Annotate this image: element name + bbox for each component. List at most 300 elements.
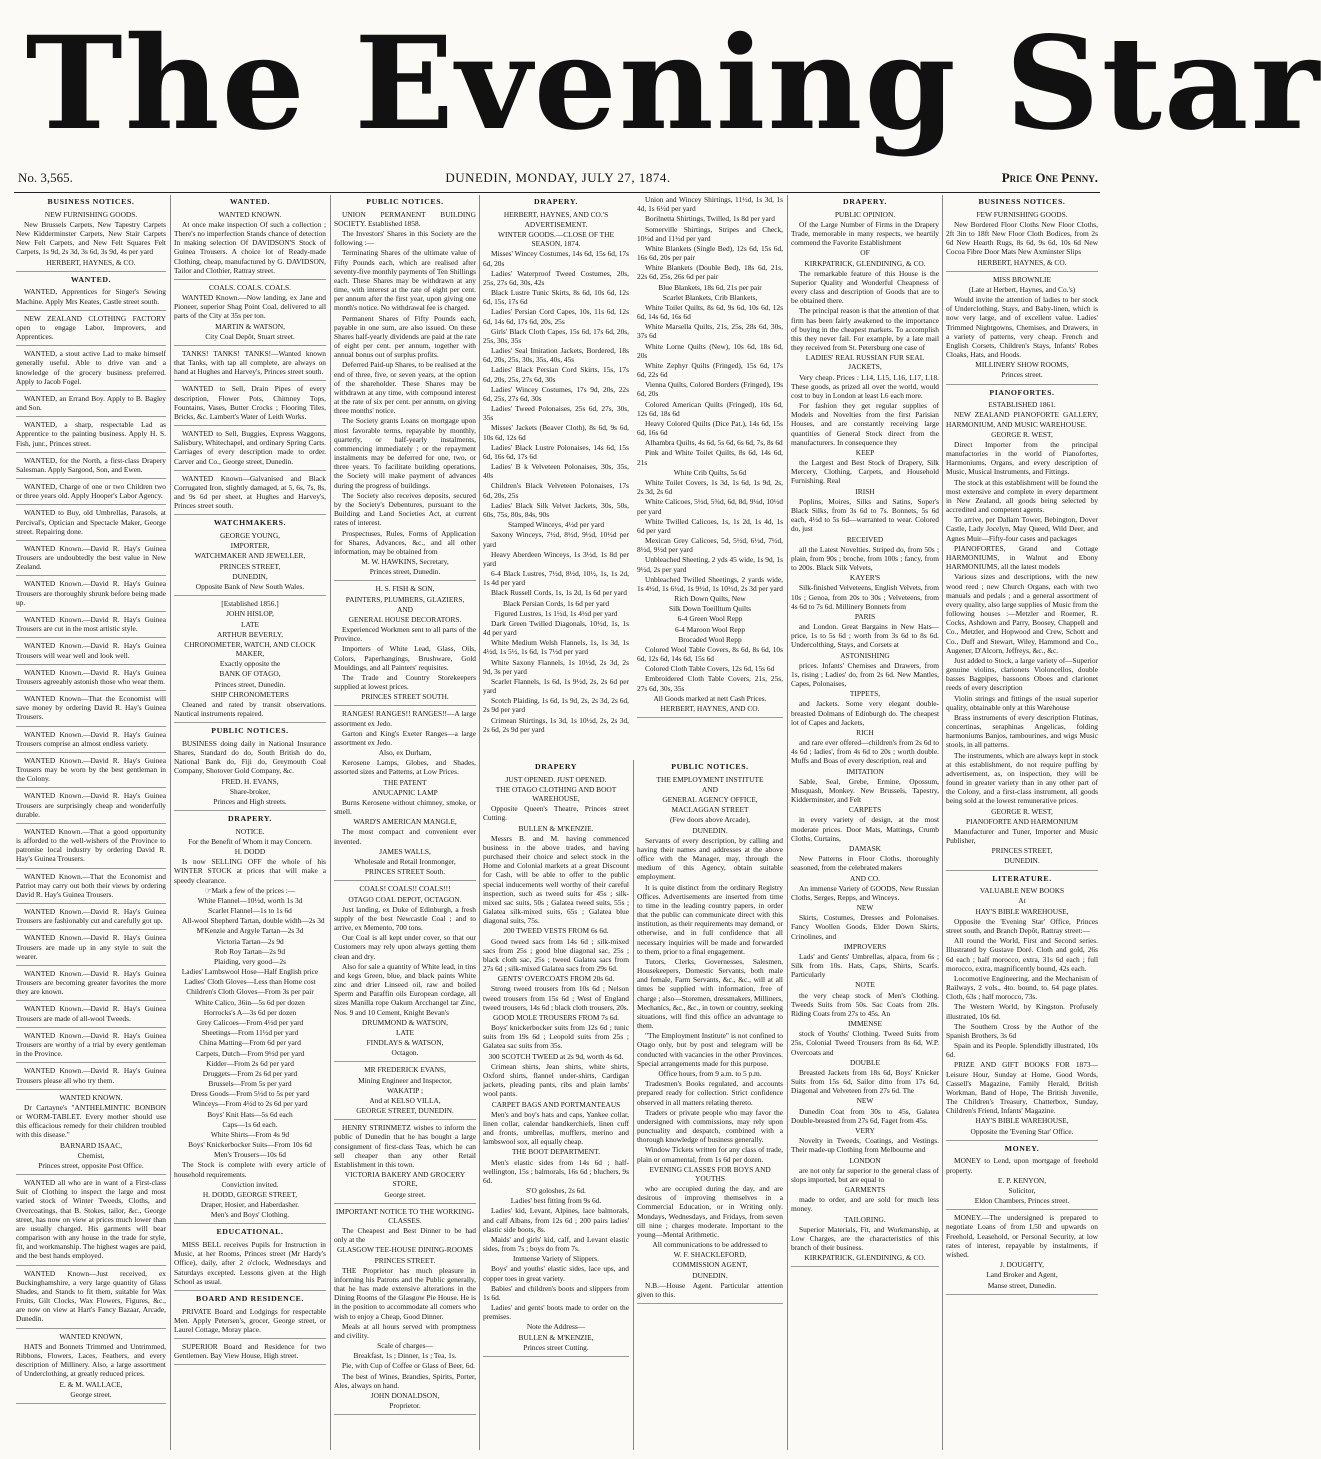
ad-text: Babies' and children's boots and slippers from 1s 6d. xyxy=(483,1283,629,1302)
ad-text: WANTED, a sharp, respectable Lad as Apprentice to the painting business. Apply H. S. Fish, junr., Princes street. xyxy=(16,420,166,448)
advertisement xyxy=(174,283,326,346)
ad-text: RANGES! RANGES!! RANGES!!—A large assortment ex Jedo. xyxy=(334,709,476,728)
ad-text: Pink and White Toilet Quilts, 8s 6d, 14s 6d, 21s xyxy=(637,448,783,467)
ad-title-line: Note the Address— xyxy=(526,1322,586,1332)
ad-text: made to order, and are sold for much less money. xyxy=(791,1195,939,1214)
advertisement xyxy=(174,726,326,811)
ad-title-line: H. S. FISH & SON, xyxy=(375,584,435,594)
ad-text: Ladies' and gents' boots made to order on the premises. xyxy=(483,1303,629,1322)
ad-text: Violin strings and fittings of the usual superior quality, obtainable only at this Warehouse xyxy=(946,693,1098,712)
ad-title-line: Ladies' Cloth Gloves—Less than Home cost xyxy=(184,977,316,987)
advertisement xyxy=(946,1144,1098,1211)
ad-title-line: THE BOOT DEPARTMENT. xyxy=(512,1147,600,1157)
advertisement xyxy=(16,1269,166,1329)
ad-text: Girls' Black Cloth Capes, 15s 6d, 17s 6d, 20s, 25s, 30s, 35s xyxy=(483,326,629,345)
ad-text: Scarlet Flannels, 1s 6d, 1s 9½d, 2s, 2s 6d per yard xyxy=(483,676,629,696)
ad-title-line: Princes street, opposite Post Office. xyxy=(38,1160,144,1170)
ad-title-line: OTAGO COAL DEPOT, OCTAGON. xyxy=(348,894,462,904)
ad-title-line: China Matting—From 6d per yard xyxy=(199,1038,301,1048)
ad-title-line: RECEIVED xyxy=(846,534,884,544)
advertisement xyxy=(16,694,166,727)
ad-title-line: VERY xyxy=(855,1125,875,1135)
ad-title-line: Scarlet Flannel—1s to 1s 6d xyxy=(208,906,292,916)
ad-text: PIANOFORTES, Grand and Cottage HARMONIUMS, in Walnut and Ebony HARMONIUMS, all the latest models xyxy=(946,543,1098,572)
ad-title-line: WANTED KNOWN. xyxy=(218,209,282,219)
column-2 xyxy=(174,195,326,1450)
ad-title-line: WATCHMAKER AND JEWELLER, xyxy=(194,551,306,561)
ad-title-line: PRINCES STREET SOUTH. xyxy=(361,692,449,702)
ad-title-line: Conviction invited. xyxy=(221,1179,279,1189)
ad-text: White Medium Welsh Flannels, 1s, 1s 3d, 1s 4½d, 1s 5½, 1s 6d, 1s 7½d per yard xyxy=(483,638,629,657)
ad-title-line: Boys' Knickerbocker Suits—From 10s 6d xyxy=(188,1140,312,1150)
ad-title-line: George street. xyxy=(384,1189,426,1199)
section-heading: MONEY. xyxy=(1004,1143,1040,1153)
ad-title-line: RICH xyxy=(856,727,874,737)
ad-title-line: 300 SCOTCH TWEED at 2s 9d, worth 4s 6d. xyxy=(488,1051,624,1061)
ad-title-line: Princes street, Dunedin. xyxy=(369,567,441,577)
ad-title-line: COALS! COALS!! COALS!!! xyxy=(359,884,451,894)
ad-title-line: HAY'S BIBLE WAREHOUSE, xyxy=(975,906,1069,916)
ad-text: Silk-finished Velveteens, English Velvets, from 10s ; Genoa, from 20s to 30s ; Velveteens, from 4s 6d to 7s 6d. Millinery Bonnets from xyxy=(791,583,939,611)
ad-text: Men's and boy's hats and caps, Yankee collar, linen collar, calendar handkerchiefs, linen cuff and fronts, umbrellas, mufflers, merino and lambswool sox, all equally cheap. xyxy=(483,1109,629,1147)
advertisement xyxy=(334,709,476,881)
ad-title-line: JAMES WALLS, xyxy=(379,846,431,856)
ad-text: Heavy Colored Quilts (Dice Pat.), 14s 6d, 15s 6d, 16s 6d xyxy=(637,418,783,438)
ad-title-line: GENERAL HOUSE DECORATORS. xyxy=(348,614,462,624)
ad-text: Messrs B. and M. having commenced business in the above trades, and having purchased their choice and select stock in the Home and Colonial markets at a great Discount for Cash, will be able to offer to the public special inducements well worthy of their careful inspection, such as tweed suits for 45s ; silk-mixed sac suits, 50s ; Galatea tweed suits, 55s ; Galatea silk-mixed suits, 65s ; Galatea blue diagonal suits, 75s. xyxy=(483,833,629,926)
ad-title-line: DUNEDIN. xyxy=(1004,856,1040,866)
ad-text: Just added to Stock, a large variety of—Superior genuine violins, clarionets Violoncellos, double basses Bagpipes, bassoons Oboes and clarionet reeds of every description xyxy=(946,655,1098,693)
section-heading: WATCHMAKERS. xyxy=(213,518,287,528)
ad-title-line: Kidder—From 2s 6d per yard xyxy=(206,1058,294,1068)
ad-text: Saxony Winceys, 7½d, 8½d, 9½d, 10½d per yard xyxy=(483,530,629,549)
ad-title-line: ☞Mark a few of the prices :— xyxy=(204,885,296,895)
ad-text: Opposite the 'Evening Star' Office, Princes street south, and Branch Depôt, Rattray street:— xyxy=(946,916,1098,935)
ad-title-line: THE OTAGO CLOTHING AND BOOT WAREHOUSE, xyxy=(495,784,617,803)
ad-title-line: BULLEN & M'KENZIE, xyxy=(518,1332,594,1342)
ad-title-line: PIANOFORTE AND HARMONIUM xyxy=(965,816,1079,826)
advertisement xyxy=(174,599,326,723)
ad-title-line: CARPETS xyxy=(848,805,882,815)
ad-text: Superior Materials, Fit, and Workmanship, at Low Charges, are the characteristics of this branch of their business. xyxy=(791,1224,939,1253)
ad-title-line: E. & M. WALLACE, xyxy=(59,1379,123,1389)
advertisement xyxy=(791,197,939,1267)
ad-title-line: Land Broker and Agent, xyxy=(986,1270,1058,1280)
ad-text: and Jackets. Some very elegant double-breasted Dolmans of Edinburgh do. The cheapest lot of Capes and Jackets, xyxy=(791,699,939,727)
ad-title-line: IMITATION xyxy=(846,766,884,776)
ad-title-line: KEEP xyxy=(855,447,875,457)
advertisement xyxy=(16,1332,166,1404)
ad-text: Ladies' Seal Imitation Jackets, Bordered, 18s 6d, 20s, 25s, 30s, 35s, 40s, 45s xyxy=(483,346,629,365)
advertisement xyxy=(16,420,166,453)
ad-title-line: Figured Lustres, 1s 1½d, 1s 4½d per yard xyxy=(494,608,618,618)
ad-text: THE Proprietor has much pleasure in informing his Patrons and the Public generally, that he has made extensive alterations in the Dining Rooms of the Glasgow Pie House. He is in the position to accommodate all comers who wish to enjoy a Cheap, Good Dinner. xyxy=(334,1265,476,1321)
ad-title-line: Eldon Chambers, Princes street. xyxy=(974,1196,1070,1206)
advertisement xyxy=(946,874,1098,1141)
column-divider xyxy=(633,760,634,1450)
ad-title-line: GEORGE R. WEST, xyxy=(991,806,1053,816)
ad-text: who are occupied during the day, and are desirous of improving themselves in a Commercial Education, or in Writing only. Mondays, Wednesdays, and Fridays, from seven till nine ; charges moderate. Important to the young—Mental Arithmetic. xyxy=(637,1184,783,1239)
advertisement xyxy=(16,197,166,272)
ad-text: White Blankets (Single Bed), 12s 6d, 15s 6d, 16s 6d, 20s per pair xyxy=(637,243,783,263)
ad-text: Unbleached Sheeting, 2 yds 45 wide, 1s 9d, 1s 9½d, 2s per yard xyxy=(637,555,783,574)
ad-text: WANTED, Charge of one or two Children two or three years old. Apply Hooper's Labor Agency. xyxy=(16,482,166,501)
advertisement xyxy=(16,933,166,966)
ad-title-line: Breakfast, 1s ; Dinner, 1s ; Tea, 1s. xyxy=(353,1351,457,1361)
advertisement xyxy=(637,762,783,1304)
ad-title-line: Rob Roy Tartan—2s 9d xyxy=(214,946,286,956)
column-divider xyxy=(170,195,171,1450)
ad-text: An immense Variety of GOODS, New Russian Cloths, Serges, Repps, and Winceys. xyxy=(791,883,939,902)
ad-text: Locomotive Engineering, and the Mechanism of Railways, 2 vols., 4to. bound, to. 64 page plates. Cloth, 63s ; half morocco, 73s. xyxy=(946,973,1098,1002)
ad-text: The Society grants Loans on mortgage upon most favorable terms, repayable by monthly, quarterly, or half-yearly instalments, commencing immediately ; or the repayment instalments may be deferred for one, two, or three years. To facilitate building operations, the Society will make payment of advances during the progress of buildings. xyxy=(334,416,476,490)
ad-title-line: COALS. COALS. COALS. xyxy=(209,282,291,292)
ad-title-line: THE PATENT xyxy=(383,777,427,787)
advertisement xyxy=(334,1123,476,1203)
ad-title-line: [Established 1856.] xyxy=(221,599,279,609)
ad-title-line: ANUCAPNIC LAMP xyxy=(372,787,438,797)
ad-text: Heavy Aberdeen Winceys, 1s 3½d, 1s 8d per yard xyxy=(483,549,629,568)
ad-text: TANKS! TANKS! TANKS!—Wanted known that Tanks, with tap all complete, are always on hand at Hughes and Harvey's, Princes street south. xyxy=(174,348,326,377)
ad-text: BUSINESS doing daily in National Insurance Shares, Standard do do, South British do do, National Bank do, Fiji do, Greymouth Coal Company, Shotover Gold Company, &c. xyxy=(174,738,326,776)
ad-title-line: WINTER GOODS.—CLOSE OF THE SEASON, 1874. xyxy=(497,230,615,249)
ad-text: WANTED Known.—David R. Hay's Guinea Trousers are surprisingly cheap and wonderfully durable. xyxy=(16,791,166,819)
ad-text: Spain and its People. Splendidly illustrated, 10s 6d. xyxy=(946,1041,1098,1060)
ad-title-line: AND CO. xyxy=(850,873,880,883)
ad-title-line: Children's Cloth Gloves—From 3s per pair xyxy=(186,987,314,997)
ad-text: WANTED all who are in want of a First-class Suit of Clothing to inspect the large and most varied stock of Winter Tweeds, Cloths, and Overcoatings, that B. Stokes, tailor, &c., George street, has now on view at prices much lower than are usually charged. His garments will bear comparison with any house in the trade for style, fit, and workmanship. The highest wages are paid, and the best hands employed. xyxy=(16,1178,166,1261)
ad-text: SUPERIOR Board and Residence for two Gentlemen. Bay View House, High street. xyxy=(174,1342,326,1361)
ad-title-line: THE EMPLOYMENT INSTITUTE xyxy=(656,774,764,784)
ad-text: HATS and Bonnets Trimmed and Untrimmed, Ribbons, Flowers, Laces, Feathers, and every description of Millinery. Also, a large assortment of Underclothing, at greatly reduced prices. xyxy=(16,1341,166,1379)
ad-text: Poplins, Moires, Silks and Satins, Soper's Black Silks, from 3s 6d to 7s. Bonnets, 5s 6d each, 4½d to 5s 6d—warranted to wear. Colored do, just xyxy=(791,496,939,534)
ad-title-line: Princes street. xyxy=(1001,370,1043,380)
advertisement xyxy=(16,1031,166,1064)
ad-title-line: GLASGOW TEE-HOUSE DINING-ROOMS xyxy=(336,1245,474,1255)
ad-title-line: Opposite Bank of New South Wales. xyxy=(195,581,305,591)
ad-text: and London. Great Bargains in New Hats—price, 1s to 5s 6d ; worth from 3s 6d to 8s 6d. Undercolthing, Stays, and Corsets at xyxy=(791,622,939,650)
ad-text: Meals at all hours served with promptness and civility. xyxy=(334,1321,476,1340)
ad-text: Pie, with Cup of Coffee or Glass of Beer, 6d. xyxy=(342,1361,475,1371)
ad-text: WANTED Known.—That a good opportunity is afforded to the well-wishers of the Province to patronise local industry by ordering David R. Hay's Guinea Trousers. xyxy=(16,826,166,864)
advertisement xyxy=(16,275,166,311)
ad-title-line: HERBERT, HAYNES, & CO. xyxy=(46,257,136,267)
issue-date: DUNEDIN, MONDAY, JULY 27, 1874. xyxy=(445,170,671,185)
column-1 xyxy=(16,195,166,1450)
section-heading: BUSINESS NOTICES. xyxy=(978,197,1066,206)
section-heading: PUBLIC NOTICES. xyxy=(211,726,289,736)
ad-title-line: FEW FURNISHING GOODS. xyxy=(976,209,1068,219)
ad-title-line: WAKATIP ; xyxy=(386,1085,424,1095)
ad-text: Children's Black Velveteen Polonaises, 17s 6d, 20s, 25s xyxy=(483,481,629,500)
ad-text: NEW ZEALAND CLOTHING FACTORY open to engage Labor, Improvers, and Apprentices. xyxy=(16,313,166,342)
ad-title-line: E. P. KENYON, xyxy=(997,1175,1047,1185)
section-heading: PUBLIC NOTICES. xyxy=(366,197,444,206)
advertisement xyxy=(334,1207,476,1416)
ad-text: It is quite distinct from the ordinary Registry Offices. Advertisements are inserted from time to time in the leading country papers, in order that the public can communicate direct with this institution, as their requirements may demand, or otherwise, and in full confidence that all necessary inquiries will be made and forwarded to them, prior to a final engagement. xyxy=(637,882,783,956)
ad-title-line: VALUABLE NEW BOOKS xyxy=(979,886,1065,896)
ad-title-line: Exactly opposite the xyxy=(219,659,281,669)
ad-title-line: IRISH xyxy=(855,486,875,496)
ad-title-line: M'Kenzie and Argyle Tartan—2s 3d xyxy=(196,926,304,936)
ad-title-line: At xyxy=(1018,896,1026,906)
column-5 xyxy=(791,195,939,1450)
ad-title-line: Black Persian Cords, 1s 6d per yard xyxy=(502,598,610,608)
advertisement xyxy=(483,762,629,1357)
ad-text: WANTED, Apprentices for Singer's Sewing Machine. Apply Mrs Keates, Castle street south. xyxy=(16,287,166,306)
ad-text: WANTED Known.—David R. Hay's Guinea Trousers are fashionably cut and carefully got up. xyxy=(16,907,166,926)
ad-title-line: 6-4 Maroon Wool Repp xyxy=(674,624,746,634)
ad-title-line: Scale of charges— xyxy=(377,1341,433,1351)
ad-title-line: Manse street, Dunedin. xyxy=(987,1280,1057,1290)
ad-text: MONEY.—The undersigned is prepared to negotiate Loans of from L50 and upwards on Freehold, Leasehold, or Personal Security, at low rates of interest, repayable by instalments, if wished. xyxy=(946,1213,1098,1259)
ad-text: NEW ZEALAND PIANOFORTE GALLERY, HARMONIUM, AND MUSIC WAREHOUSE. xyxy=(946,410,1098,429)
ad-title-line: ADVERTISEMENT. xyxy=(524,219,588,229)
ad-text: PRIZE AND GIFT BOOKS FOR 1873—Leisure Hour, Sunday at Home, Good Words, Cassell's Magazine, Family Herald, British Workman, Band of Hope, The British Juvenile, The Children's Treasury, Chatterbox, Sunday, Children's Friend, Infants' Magazine. xyxy=(946,1060,1098,1116)
ad-text: The Stock is complete with every article of household requirements. xyxy=(174,1160,326,1179)
section-heading: LITERATURE. xyxy=(992,873,1052,883)
ad-title-line: GEORGE R. WEST, xyxy=(991,429,1053,439)
advertisement xyxy=(946,275,1098,385)
ad-title-line: GENTS' OVERCOATS FROM 20s 6d. xyxy=(497,974,615,984)
ad-text: Colored Cloth Table Covers, 12s 6d, 15s 6d xyxy=(645,664,775,674)
ad-text: MONEY to Lend, upon mortgage of freehold property. xyxy=(946,1156,1098,1175)
advertisement xyxy=(16,349,166,391)
ad-title-line: NEW xyxy=(856,1096,874,1106)
ad-text: Also for sale a quantity of White lead, in tins and kegs Green, blue, and black paints White zinc and drier Linseed oil, raw and boiled Sperm and Paraffin oils European cordage, all sizes Manilla rope Oakum Arcchangel tar Zinc, Nos. 9 and 10 Cement, Knight Bevan's xyxy=(334,961,476,1017)
ad-text: Maids' and girls' kid, calf, and Levant elastic sides, from 7s ; boys do from 7s. xyxy=(483,1234,629,1254)
ad-title-line: White Shirts—From 4s 9d xyxy=(210,1129,290,1139)
ad-title-line: KIRKPATRICK, GLENDINING, & CO. xyxy=(804,258,926,268)
ad-text: WANTED Known—Just received, ex Buckinghamshire, a very large quantity of Glass Shades, and Stands to fit them, suitable for Wax Fruits, Gilt Clocks, Wax Flowers, Figures, &c., are now on view at Hart's Fancy Bazaar, Arcade, Dunedin. xyxy=(16,1268,166,1324)
ad-title-line: Office hours, from 9 a.m. to 5 p.m. xyxy=(658,1068,762,1078)
ad-title-line: FRED. H. EVANS, xyxy=(221,776,279,786)
ad-text: MISS BELL receives Pupils for Instruction in Music, at her Rooms, Princes street (Mr Hardy's Office), daily, after 2 o'clock, Wednesdays and Saturdays excepted. Lessons given at the High School as usual. xyxy=(174,1240,326,1286)
ad-text: WANTED Known.—David R. Hay's Guinea Trousers are thoroughly shrunk before being made up. xyxy=(16,579,166,607)
section-heading: DRAPERY. xyxy=(228,814,272,824)
ad-text: Skirts, Costumes, Dresses and Polonaises. Fancy Woollen Goods, Elder Down Skirts, Crinolines, and xyxy=(791,913,939,941)
advertisement xyxy=(334,1065,476,1120)
ad-title-line: Scarlet Blankets, Crib Blankets, xyxy=(662,292,758,302)
ad-text: WANTED Known.—Now landing, ex Jane and Pioneer, superior Shag Point Coal, delivered to all parts of the City at 35s per ton. xyxy=(174,293,326,321)
ad-title-line: LATE xyxy=(395,1027,415,1037)
ad-title-line: PARIS xyxy=(854,611,876,621)
ad-title-line: 6-4 Green Wool Repp xyxy=(677,614,743,624)
ad-text: New Brussels Carpets, New Tapestry Carpets New Kidderminster Carpets, New Stair Carpets New Felt Carpets, and New Felt Squares Felt Carpets, 1s 9d, 2s 3d, 3s 6d, 3s 9d, 4s per yard xyxy=(16,219,166,257)
ad-title-line: WANTED KNOWN, xyxy=(59,1331,123,1341)
ad-text: Garton and King's Exeter Ranges—a large assortment ex Jedo. xyxy=(334,728,476,747)
ad-title-line: NEW xyxy=(856,903,874,913)
ad-text: WANTED, an Errand Boy. Apply to B. Bagley and Son. xyxy=(16,393,166,413)
ad-title-line: H. DODD, GEORGE STREET, xyxy=(202,1189,298,1199)
advertisement xyxy=(483,195,783,734)
ad-text: Good tweed sacs from 14s 6d ; silk-mixed sacs from 25s ; good blue diagonal sac, 25s ; black cloth sac, 25s ; tweed Galatea sacs from 27s 6d ; silk-mixed Galatea sacs from 29s 6d. xyxy=(483,936,629,974)
ad-text: Men's elastic sides from 14s 6d ; half-wellington, 15s ; balmorals, 16s 6d ; bluchers, 9s 6d. xyxy=(483,1157,629,1185)
ad-title-line: PRINCES STREET, xyxy=(991,846,1053,856)
ad-title-line: IMPROVERS xyxy=(843,941,887,951)
ad-text: Crimean Shirtings, 1s 3d, 1s 10½d, 2s, 2s 3d, 2s 6d, 2s 9d per yard xyxy=(483,715,629,734)
ad-text: Lads' and Gents' Umbrellas, alpaca, from 6s ; Silk from 10s. Hats, Caps, Shirts, Scarfs. Particularly xyxy=(791,951,939,980)
ad-text: WANTED, a stout active Lad to make himself generally useful. Able to drive van and a knowledge of the grocery business preferred. Apply to Jacob Fogel. xyxy=(16,349,166,386)
ad-text: Union and Wincey Shirtings, 11½d, 1s 3d, 1s 4d, 1s 6½d per yard xyxy=(637,195,783,214)
ad-text: N.B.—House Agent. Particular attention given to this. xyxy=(637,1280,783,1299)
ad-text: WANTED Known.—David R. Hay's Guinea Trousers are cut in the most artistic style. xyxy=(16,614,166,634)
ad-title-line: GARMENTS xyxy=(844,1185,886,1195)
section-heading: BOARD AND RESIDENCE. xyxy=(196,1293,304,1303)
ad-title-line: PRINCES STREET South. xyxy=(364,867,446,877)
ad-title-line: MARTIN & WATSON, xyxy=(215,321,285,331)
ad-title-line: LADIES' REAL RUSSIAN FUR SEAL JACKETS, xyxy=(805,353,925,372)
ad-title-line: All communications to be addressed to xyxy=(652,1240,768,1250)
column-6 xyxy=(946,195,1098,1450)
ad-title-line: S'O goloshes, 2s 6d. xyxy=(526,1186,586,1196)
column-divider xyxy=(479,195,480,1450)
ad-text: 6-4 Black Lustres, 7½d, 8½d, 10½, 1s, 1s 2d, 1s 4d per yard xyxy=(483,569,629,588)
ad-title-line: PAINTERS, PLUMBERS, GLAZIERS, xyxy=(345,594,465,604)
ad-text: the Largest and Best Stock of Drapery, Silk Mercery, Clothing, Carpets, and Household Furnishing. Real xyxy=(791,458,939,486)
ad-title-line: Caps—1s 6d each. xyxy=(222,1119,278,1129)
ad-text: WANTED Known.—That the Economist and Patriot may carry out both their views by ordering David R. Hay's Guinea Trousers. xyxy=(16,871,166,899)
ad-text: White Zephyr Quilts (Fringed), 15s 6d, 17s 6d, 22s 6d xyxy=(637,360,783,380)
advertisement xyxy=(946,388,1098,871)
ad-text: WANTED Known—Galvanised and Black Corrugated Iron, slightly damaged, at 5, 6s, 7s, 8s, and 9s 6d per sheet, at Hughes and Harvey's, Princes street south. xyxy=(174,473,326,511)
ad-text: Mexican Grey Calicoes, 5d, 5½d, 6½d, 7½d, 8½d, 9½d per yard xyxy=(637,536,783,555)
ad-title-line: George street. xyxy=(70,1389,112,1399)
ad-text: WANTED Known.—David R. Hay's Guinea Trousers please all who try them. xyxy=(16,1066,166,1085)
ad-text: Unbleached Twilled Sheetings, 2 yards wide, 1s 4½d, 1s 6½d, 1s 9½d, 1s 10½d, 2s 3d per yard xyxy=(637,574,783,593)
advertisement xyxy=(174,384,326,426)
advertisement xyxy=(174,1227,326,1291)
advertisement xyxy=(334,584,476,706)
ad-title-line: HERBERT, HAYNES, & CO. xyxy=(977,257,1067,267)
ad-title-line: Winceys—From 4½d to 2s 6d per yard xyxy=(192,1099,308,1109)
ad-text: Various sizes and descriptions, with the new wood reed ; new Church Organs, each with two manuals and pedals ; and a general assortment of every quality, also large supplies of Music from the following houses :—Metzler and Roemer, R. Cocks, Ashdown and Parry, Boosey, Chappell and Co., Metzler, and Hopwood and Crew, Schott and Co., Duff and Stewart, Wiley, Hammond and Co., Augener, D'Alcorn, Jeffreys, &c., &c. xyxy=(946,572,1098,655)
ad-title-line: Men's Trousers—10s 6d xyxy=(214,1150,286,1160)
ad-text: For fashion they get regular supplies of Models and Novelties from the first Parisian Houses, and are constantly receiving large quantities of General Stock direct from the manufacturers. In consequence they xyxy=(791,401,939,447)
ad-text: Experienced Workmen sent to all parts of the Province. xyxy=(334,625,476,644)
ad-text: Scotch Plaiding, 1s 6d, 1s 9d, 2s, 2s 3d, 2s 6d, 2s 9d per yard xyxy=(483,696,629,715)
ad-title-line: MACLAGGAN STREET xyxy=(671,805,749,815)
ad-title-line: White Crib Quilts, 5s 6d xyxy=(673,467,747,477)
advertisement xyxy=(16,314,166,347)
ad-title-line: Opposite the 'Evening Star' Office. xyxy=(970,1126,1074,1136)
advertisement xyxy=(946,197,1098,272)
ad-title-line: ASTONISHING xyxy=(840,650,890,660)
ad-title-line: CARPET BAGS AND PORTMANTEAUS xyxy=(491,1099,621,1109)
ad-title-line: Victoria Tartan—2s 9d xyxy=(216,936,284,946)
ad-title-line: M. W. HAWKINS, Secretary, xyxy=(361,557,449,567)
ad-title-line: Ladies' best fitting from 9s 6d. xyxy=(510,1196,602,1206)
ad-title-line: JOHN HISLOP, xyxy=(226,609,274,619)
ad-title-line: VICTORIA BAKERY AND GROCERY STORE, xyxy=(344,1170,466,1189)
top-rule xyxy=(14,192,1100,193)
ad-title-line: Brussels—From 5s per yard xyxy=(208,1079,292,1089)
ad-text: Tradesmen's Books regulated, and accounts prepared ready for collection. Strict confidence observed in all matters relating thereto. xyxy=(637,1079,783,1107)
ad-text: Permanent Shares of Fifty Pounds each, payable in one sum, are also issued. On these Shares half-yearly dividends are paid at the rate of eight per cent. per annum, together with annual bonus out of surplus profits. xyxy=(334,313,476,360)
ad-title-line: H. DODD xyxy=(234,847,266,857)
ad-title-line: ESTABLISHED 1861. xyxy=(988,400,1056,410)
advertisement xyxy=(16,1004,166,1027)
ad-title-line: Ladies' Lambswool Hose—Half English price xyxy=(181,967,319,977)
ad-text: WANTED Known—That the Economist will save money by ordering David R. Hay's Guinea Trousers. xyxy=(16,694,166,722)
ad-title-line: (Late at Herbert, Haynes, and Co.'s) xyxy=(968,284,1076,294)
ad-title-line: Solicitor, xyxy=(1008,1185,1036,1195)
ad-title-line: Dress Goods—From 5½d to 5s per yard xyxy=(190,1089,310,1099)
ad-title-line: DOUBLE xyxy=(850,1057,880,1067)
ad-title-line: BULLEN & M'KENZIE. xyxy=(518,823,594,833)
ad-text: The stock at this establishment will be found the most extensive and complete in every department in New Zealand, all goods being selected by accredited and competent agents. xyxy=(946,477,1098,515)
advertisement xyxy=(16,872,166,905)
ad-title-line: PRINCES STREET, xyxy=(219,561,281,571)
ad-text: Ladies' Tweed Polonaises, 25s 6d, 27s, 30s, 35s xyxy=(483,404,629,423)
ad-title-line: FINDLAYS & WATSON, xyxy=(366,1038,444,1048)
ad-text: The Southern Cross by the Author of the Spanish Brothers, 3s 6d xyxy=(946,1021,1098,1040)
ad-title-line: City Coal Depôt, Stuart street. xyxy=(205,331,295,341)
ad-text: The best of Wines, Brandies, Spirits, Porter, Ales, always on hand. xyxy=(334,1371,476,1390)
ad-title-line: Carpets, Dutch—From 9½d per yard xyxy=(195,1048,305,1058)
ad-text: WANTED Known.—David R. Hay's Guinea Trousers are undoubtedly the best value in New Zealand. xyxy=(16,543,166,572)
ad-text: New Patterns in Floor Cloths, thoroughly seasoned, from the celebrated makers xyxy=(791,854,939,873)
ad-text: All-wool Shepherd Tartan, double width—2s 3d xyxy=(182,916,325,926)
ad-title-line: Horrocks's A—3s 6d per dozen xyxy=(203,1007,297,1017)
ad-title-line: KAYER'S xyxy=(849,573,881,583)
ad-text: White Calicoes, 5½d, 5¾d, 6d, 8d, 9¼d, 10½d per yard xyxy=(637,497,783,516)
ad-text: Kerosene Lamps, Globes, and Shades, assorted sizes and Patterns, at Low Prices. xyxy=(334,758,476,777)
ad-text: Novelty in Tweeds, Coatings, and Vestings. Their made-up Clothing from Melbourne and xyxy=(791,1136,939,1155)
advertisement xyxy=(16,641,166,664)
ad-text: Crimean shirts, Jean shirts, white shirts, Oxford shirts, flannel under-shirts, Cardigan jackets, pleading pants, ribs and plain lambs' wool pants. xyxy=(483,1061,629,1099)
ad-text: Black Lustre Tunic Skirts, 8s 6d, 10s 6d, 12s 6d, 15s, 17s 6d xyxy=(483,288,629,307)
ad-text: Dr Cartayne's "ANTHELMINTIC BONBON or WORM-TABLET. Every mother should use this efficacious remedy for their children troubled with this disease." xyxy=(16,1102,166,1140)
ad-title-line: Blue Blankets, 18s 6d, 21s per pair xyxy=(658,282,762,292)
ad-text: WANTED Known.—David R. Hay's Guinea Trousers will wear well and look well. xyxy=(16,641,166,660)
ad-text: Very cheap. Prices : L14, L15, L16, L17, L18. These goods, as prized all over the world, would cost to buy in London at least L6 each more. xyxy=(791,372,939,400)
advertisement xyxy=(174,518,326,596)
ad-title-line: TIPPETS, xyxy=(849,689,881,699)
ad-text: PRIVATE Board and Lodgings for respectable Men. Apply Petersen's, grocer, George street, or Laurel Cottage, Moray place. xyxy=(174,1306,326,1334)
ad-title-line: PRINCES STREET. xyxy=(374,1255,436,1265)
ad-text: The most compact and convenient ever invented. xyxy=(334,827,476,846)
advertisement xyxy=(174,429,326,471)
ad-title-line: CHRONOMETER, WATCH, AND CLOCK MAKER, xyxy=(184,639,316,659)
ad-text: Borilnetta Shirtings, Twilled, 1s 8d per yard xyxy=(645,214,775,224)
ad-text: WANTED to Sell, Drain Pipes of every description, Flower Pots, Chimney Tops, Fountains, Vases, Butter Crocks ; Flooring Tiles, Bricks, &c. Lambert's Water of Leith Works. xyxy=(174,384,326,421)
masthead-title: The Evening Star xyxy=(25,9,1321,159)
ad-title-line: HERBERT, HAYNES, AND CO. xyxy=(660,703,760,713)
ad-text: Misses' Wincey Costumes, 14s 6d, 15s 6d, 17s 6d, 20s xyxy=(483,249,629,268)
section-heading: DRAPERY xyxy=(534,762,578,771)
ad-title-line: White Calico, 36in—5s 6d per dozen xyxy=(194,997,305,1007)
ad-title-line: White Flannel—10½d, worth 1s 3d xyxy=(197,895,303,905)
ad-title-line: OF xyxy=(860,248,870,258)
ad-title-line: All Goods marked at nett Cash Prices. xyxy=(653,693,767,703)
ad-title-line: Plaiding, very good—2s xyxy=(213,956,287,966)
ad-title-line: DUNEDIN. xyxy=(692,1270,728,1280)
ad-title-line: GOOD MOLE TROUSERS FROM 7s 6d. xyxy=(493,1012,619,1022)
ad-text: Alhambra Quilts, 4s 6d, 5s 6d, 6s 6d, 7s, 8s 6d xyxy=(645,438,783,448)
ad-title-line: DUNEDIN, xyxy=(232,571,268,581)
ad-title-line: WARD'S AMERICAN MANGLE, xyxy=(353,817,457,827)
ad-title-line: GEORGE STREET, DUNEDIN. xyxy=(356,1106,454,1116)
ad-title-line: HAY'S BIBLE WAREHOUSE, xyxy=(975,1116,1069,1126)
ad-text: Ladies' kid, Levant, Alpines, lace balmorals, and calf Albans, from 12s 6d ; 200 pairs ladies' elastic side boots, 8s. xyxy=(483,1206,629,1234)
ad-title-line: ARTHUR BEVERLY, xyxy=(216,629,284,639)
ad-title-line: NOTE xyxy=(855,980,875,990)
ad-title-line: COMMISSION AGENT, xyxy=(672,1260,748,1270)
section-heading: PIANOFORTES. xyxy=(989,387,1055,397)
ad-title-line: PUBLIC OPINION. xyxy=(834,209,896,219)
ad-title-line: W. F. SHACKLEFORD, xyxy=(673,1250,747,1260)
